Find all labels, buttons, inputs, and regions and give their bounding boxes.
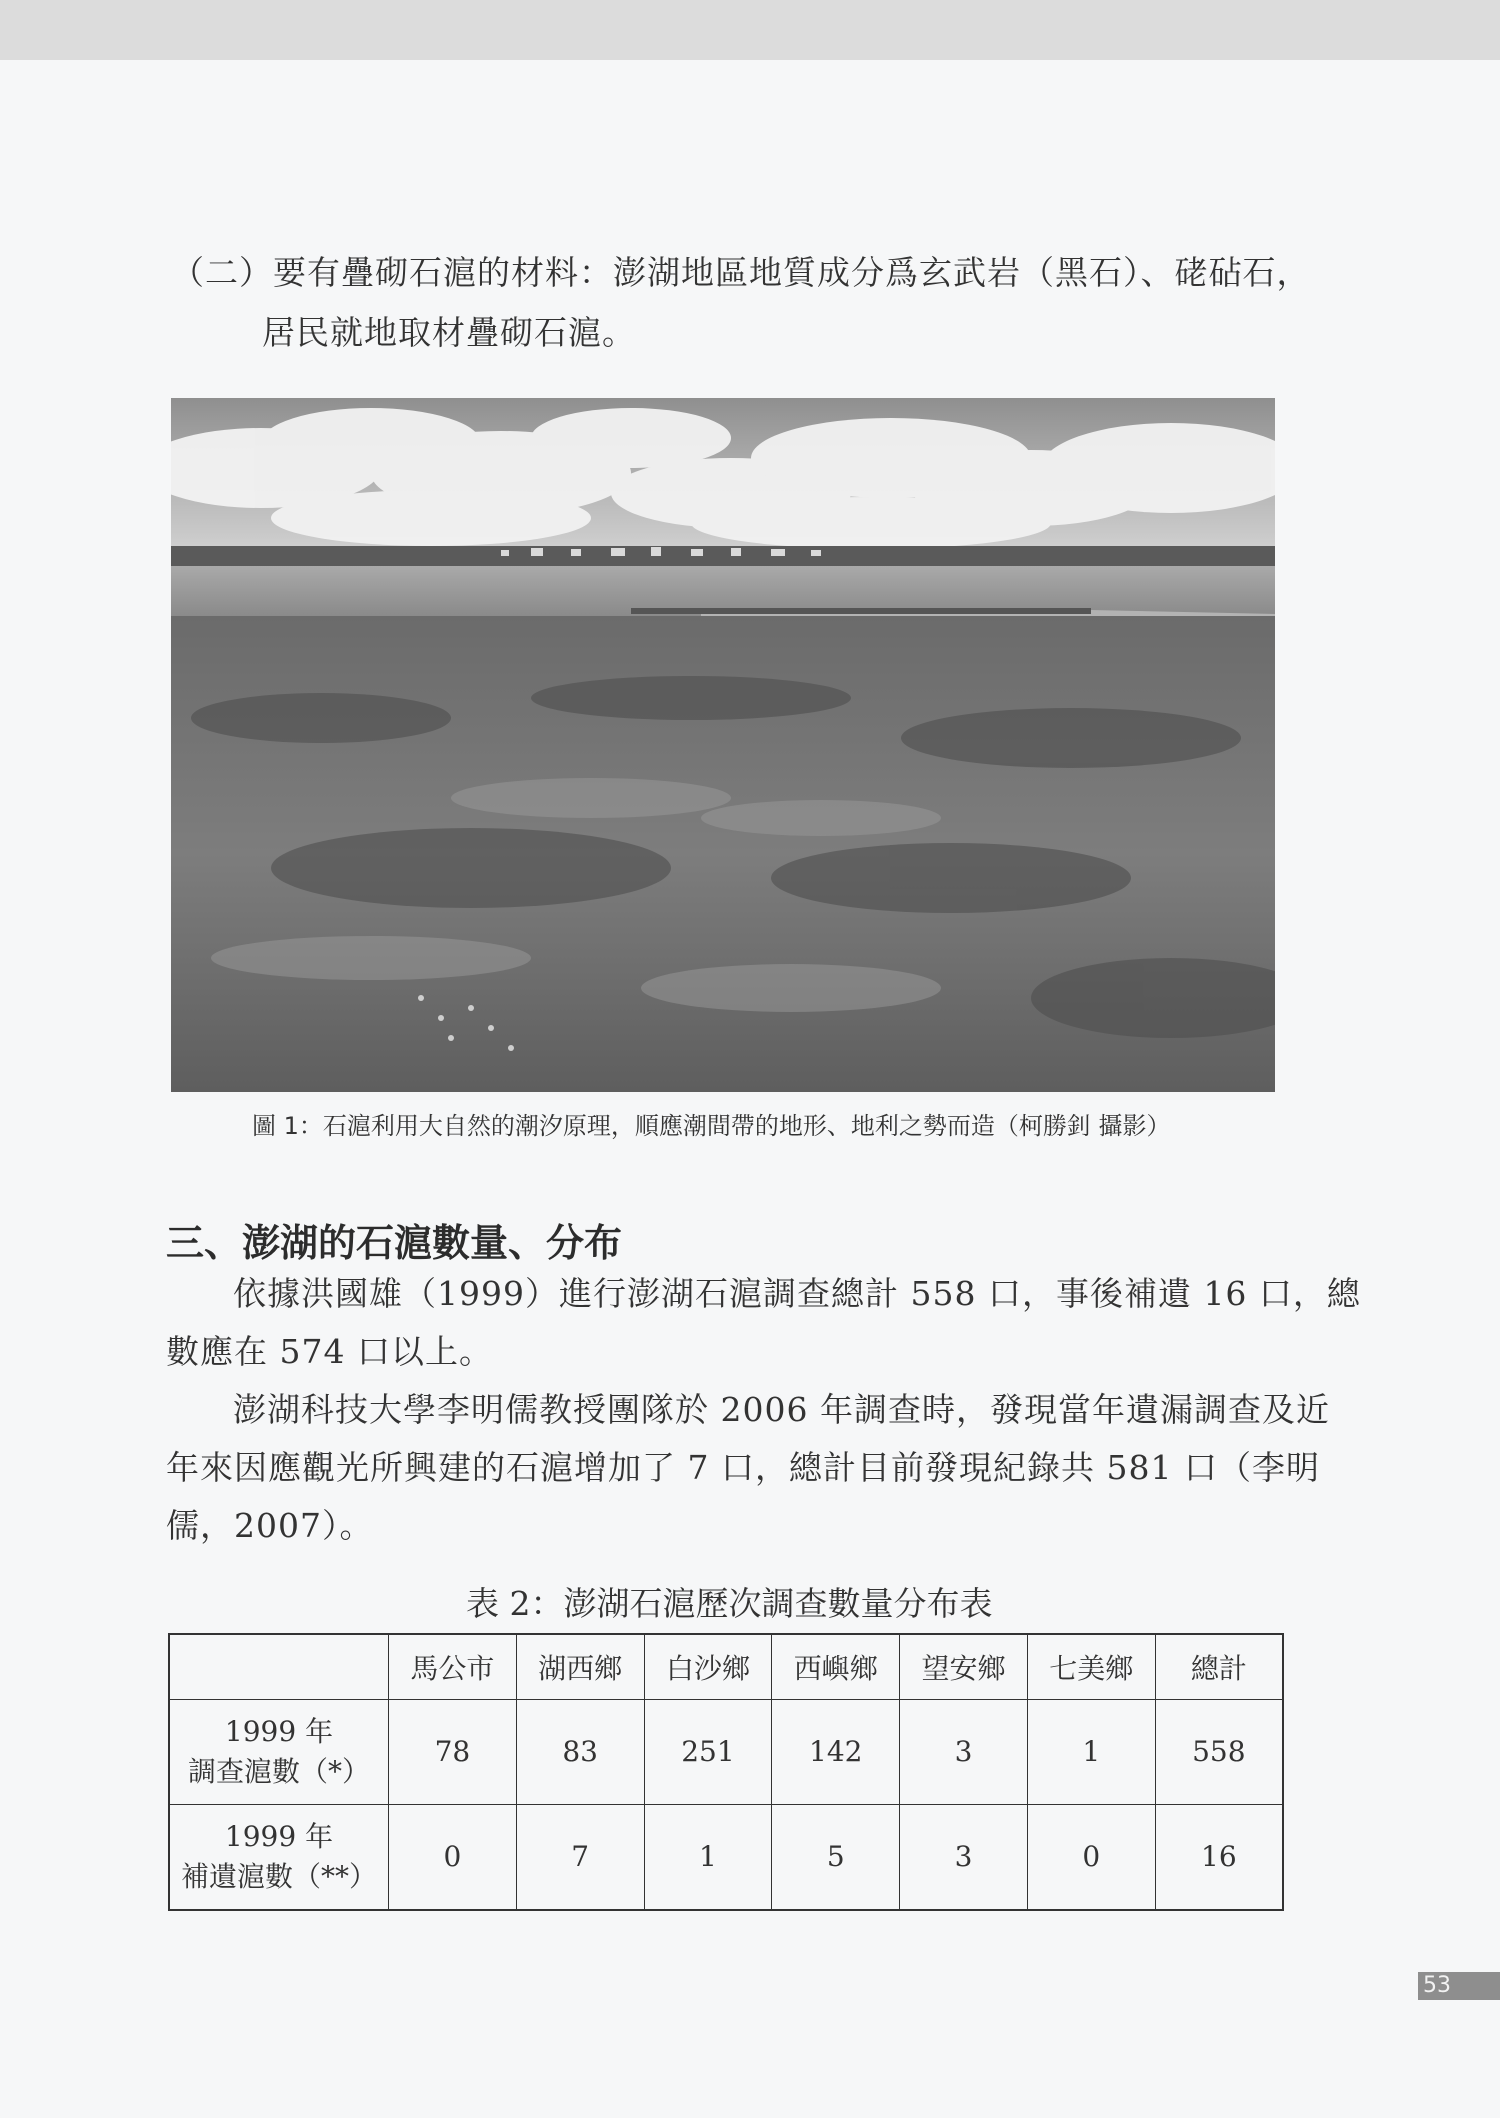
column-header-xiyu: 西嶼鄉	[772, 1634, 900, 1700]
table-cell: 3	[900, 1700, 1028, 1805]
table-cell: 78	[389, 1700, 517, 1805]
stone-weir-photo	[171, 398, 1275, 1092]
row-label-type: 調查滬數（*）	[187, 1755, 370, 1788]
table-cell: 83	[516, 1700, 644, 1805]
column-header-wangan: 望安鄉	[900, 1634, 1028, 1700]
row-label-year: 1999 年	[224, 1820, 334, 1853]
table-cell: 142	[772, 1700, 900, 1805]
item-two-line2: 居民就地取材疊砌石滬。	[262, 313, 636, 352]
paragraph-2-line3: 儒，2007）。	[166, 1506, 374, 1545]
figure-caption: 圖 1：石滬利用大自然的潮汐原理，順應潮間帶的地形、地利之勢而造（柯勝釗 攝影）	[252, 1112, 1171, 1140]
table-cell: 0	[389, 1805, 517, 1911]
table-row	[169, 1700, 1283, 1805]
table-cell: 251	[644, 1700, 772, 1805]
paragraph-2-line2: 年來因應觀光所興建的石滬增加了 7 口，總計目前發現紀錄共 581 口（李明	[166, 1448, 1320, 1487]
table-header-row	[169, 1634, 1283, 1700]
paragraph-1-line1: 依據洪國雄（1999）進行澎湖石滬調查總計 558 口，事後補遺 16 口，總	[233, 1274, 1361, 1313]
column-header-huxi: 湖西鄉	[516, 1634, 644, 1700]
column-header-qimei: 七美鄉	[1027, 1634, 1155, 1700]
table-title: 表 2：澎湖石滬歷次調查數量分布表	[466, 1584, 993, 1623]
survey-count-table	[168, 1633, 1284, 1911]
table-cell: 558	[1155, 1700, 1283, 1805]
section-heading: 三、澎湖的石滬數量、分布	[166, 1221, 623, 1265]
table-cell: 7	[516, 1805, 644, 1911]
row-label	[169, 1805, 389, 1911]
column-header-baisha: 白沙鄉	[644, 1634, 772, 1700]
table-cell: 0	[1027, 1805, 1155, 1911]
column-header-magong: 馬公市	[389, 1634, 517, 1700]
paragraph-1-line2: 數應在 574 口以上。	[166, 1332, 493, 1371]
table-cell: 1	[644, 1805, 772, 1911]
table-cell: 3	[900, 1805, 1028, 1911]
table-cell: 1	[1027, 1700, 1155, 1805]
table-cell: 16	[1155, 1805, 1283, 1911]
column-header-total: 總計	[1155, 1634, 1283, 1700]
table-row	[169, 1805, 1283, 1911]
row-label-type: 補遺滬數（**）	[180, 1860, 377, 1893]
scan-top-band	[0, 0, 1500, 60]
paragraph-2-line1: 澎湖科技大學李明儒教授團隊於 2006 年調查時，發現當年遺漏調查及近	[233, 1390, 1330, 1429]
page-number: 53	[1418, 1972, 1500, 2000]
table-cell: 5	[772, 1805, 900, 1911]
row-label-year: 1999 年	[224, 1715, 334, 1748]
row-label	[169, 1700, 389, 1805]
item-two-line1: （二）要有疊砌石滬的材料：澎湖地區地質成分爲玄武岩（黑石）、硓砧石，	[171, 253, 1311, 292]
column-header-blank	[169, 1634, 389, 1700]
